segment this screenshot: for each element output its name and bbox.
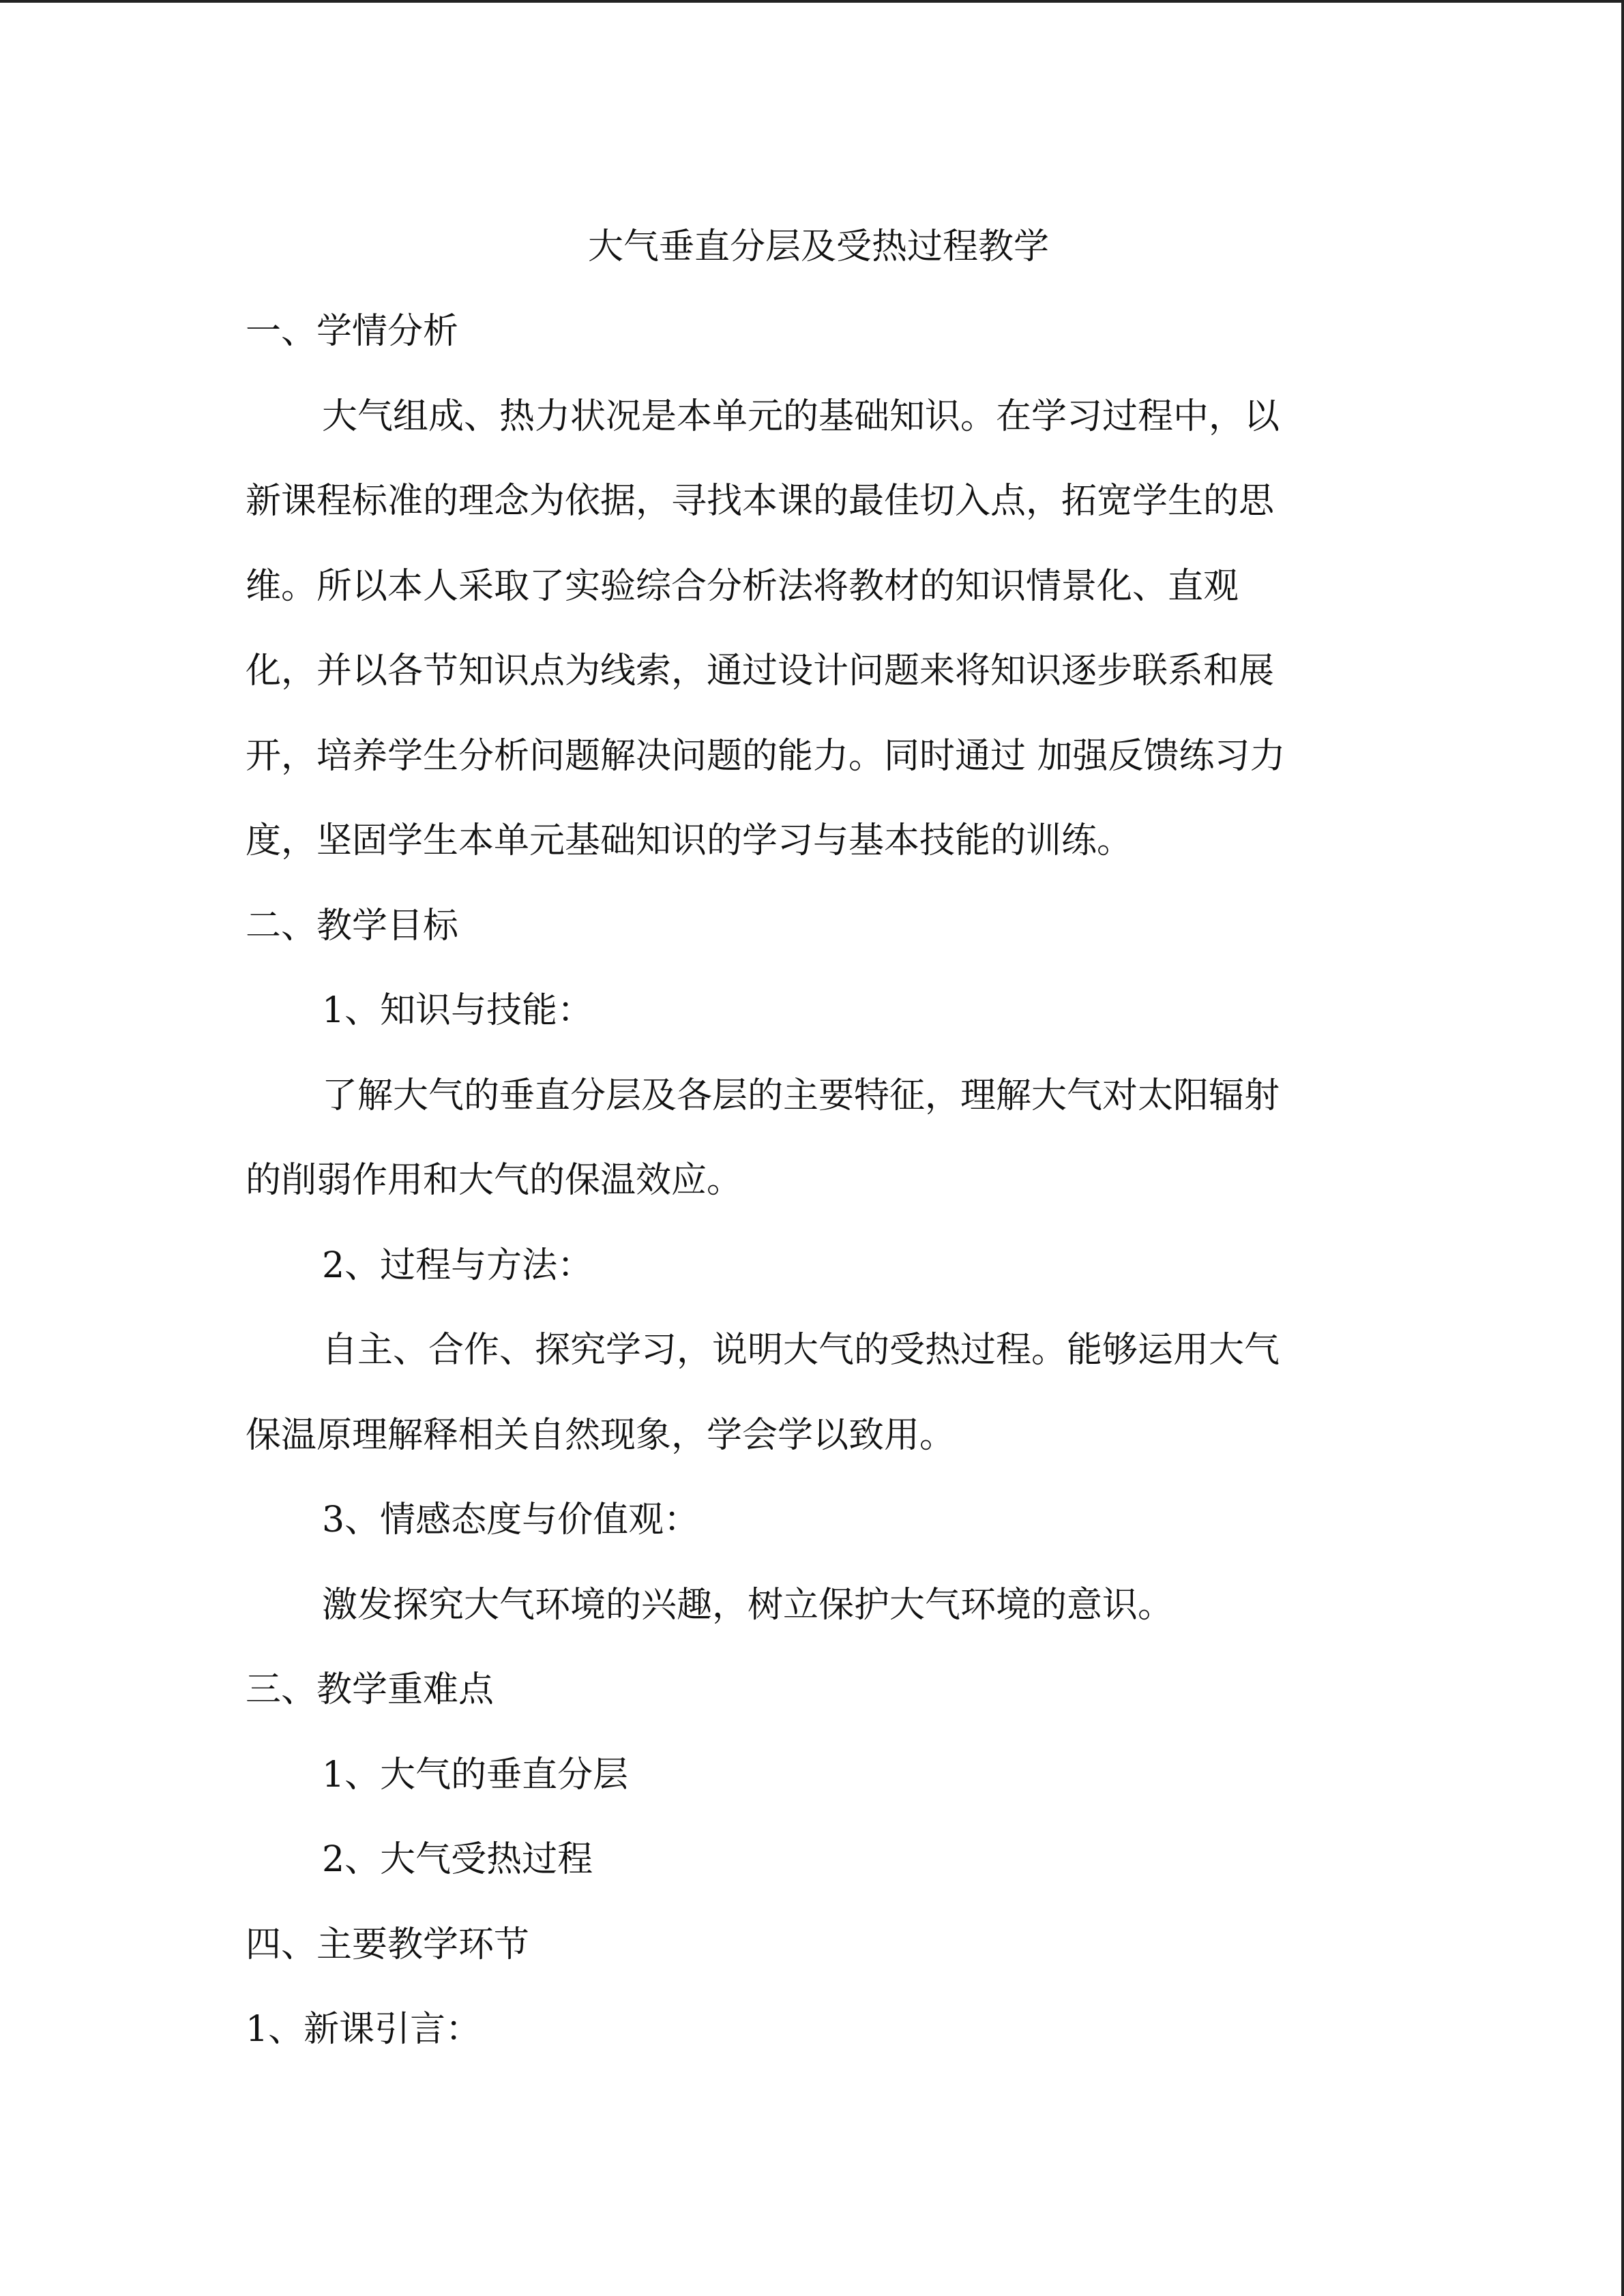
text-line: 开，培养学生分析问题解决问题的能力。同时通过 加强反馈练习力 xyxy=(246,735,1286,777)
text-line: 四、主要教学环节 xyxy=(246,1924,530,1965)
text-line: 大气组成、热力状况是本单元的基础知识。在学习过程中，以 xyxy=(322,396,1280,437)
document-body xyxy=(246,289,1391,2072)
text-line: 一、学情分析 xyxy=(246,311,459,352)
text-line: 化，并以各节知识点为线索，通过设计问题来将知识逐步联系和展 xyxy=(246,651,1275,691)
page-border-top xyxy=(0,0,1624,3)
text-line: 维。所以本人采取了实验综合分析法将教材的知识情景化、直观 xyxy=(246,565,1239,607)
page-border-right xyxy=(1621,0,1624,2296)
text-line: 保温原理解释相关自然现象，学会学以致用。 xyxy=(246,1414,956,1456)
text-line: 二、教学目标 xyxy=(246,905,459,946)
text-line: 1、知识与技能： xyxy=(322,990,593,1031)
document-page xyxy=(246,205,1391,2072)
text-line: 自主、合作、探究学习，说明大气的受热过程。能够运用大气 xyxy=(322,1330,1280,1371)
text-line: 2、过程与方法： xyxy=(322,1244,593,1286)
text-line: 3、情感态度与价值观： xyxy=(322,1500,700,1540)
text-line: 的削弱作用和大气的保温效应。 xyxy=(246,1160,743,1201)
text-line: 了解大气的垂直分层及各层的主要特征，理解大气对太阳辐射 xyxy=(322,1075,1280,1116)
text-line: 度，坚固学生本单元基础知识的学习与基本技能的训练。 xyxy=(246,820,1133,861)
text-line: 激发探究大气环境的兴趣，树立保护大气环境的意识。 xyxy=(322,1584,1174,1626)
text-line: 三、教学重难点 xyxy=(246,1669,494,1710)
document-title: 大气垂直分层及受热过程教学 xyxy=(587,226,1049,267)
text-line: 1、大气的垂直分层 xyxy=(322,1754,629,1795)
text-line: 新课程标准的理念为依据，寻找本课的最佳切入点，拓宽学生的思 xyxy=(246,481,1275,522)
text-line: 1、新课引言： xyxy=(246,2009,482,2050)
text-line: 2、大气受热过程 xyxy=(322,1839,593,1880)
